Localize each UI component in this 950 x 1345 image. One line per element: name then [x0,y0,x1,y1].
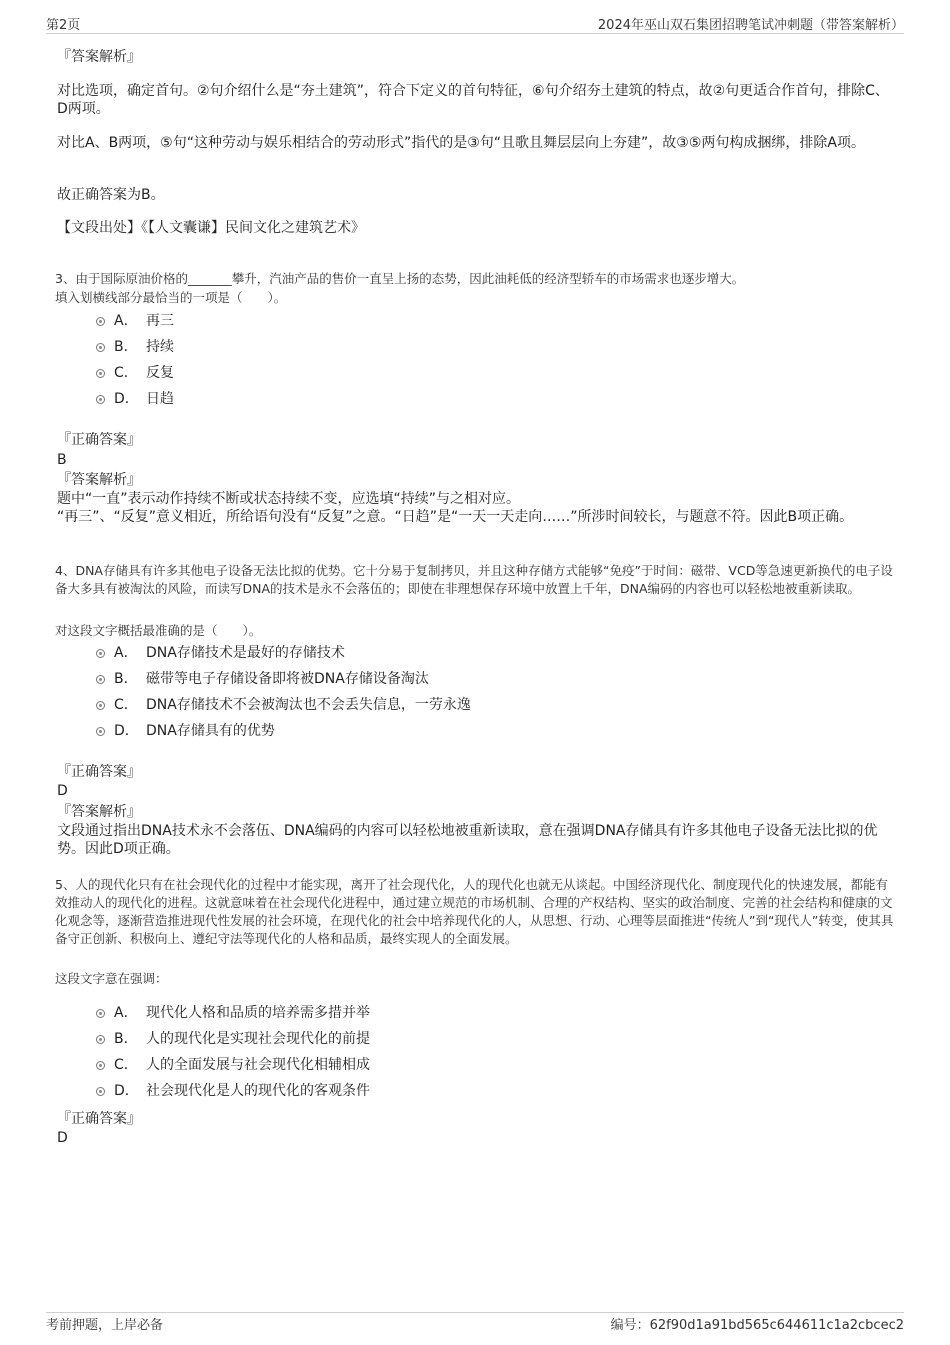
radio-icon[interactable] [96,649,105,658]
document-code: 编号：62f90d1a91bd565c644611c1a2cbcec2 [610,1318,904,1333]
q2-source: 【文段出处】《【人文囊谦】民间文化之建筑艺术》 [57,220,365,236]
footer-slogan: 考前押题，上岸必备 [46,1318,164,1333]
document-title: 2024年巫山双石集团招聘笔试冲刺题（带答案解析） [597,18,904,33]
radio-icon[interactable] [96,369,105,378]
page-footer [46,1314,904,1334]
radio-icon[interactable] [96,727,105,736]
q2-analysis-p1: 对比选项，确定首句。②句介绍什么是“夯土建筑”，符合下定义的首句特征，⑥句介绍夯土建筑的特点，故②句更适合作首句，排除C、D两项。 [57,83,889,117]
q2-analysis-label: 『答案解析』 [57,49,141,65]
q5-answer-label: 『正确答案』 [57,1111,141,1127]
radio-icon[interactable] [96,1087,105,1096]
q3-analysis-2: “再三”、“反复”意义相近，所给语句没有“反复”之意。“日趋”是“一天一天走向……”所涉时间较长，与题意不符。因此B项正确。 [57,509,854,525]
radio-icon[interactable] [96,343,105,352]
page-number: 第2页 [46,18,81,33]
q5-stem: 5、人的现代化只有在社会现代化的过程中才能实现，离开了社会现代化，人的现代化也就无从谈起。中国经济现代化、制度现代化的快速发展，都能有效推动人的现代化的进程。这就意味着在社会现代化进程中，通过建立规范的市场机制、合理的产权结构、坚实的政治制度、完善的社会结构和健康的文化观念等，逐渐营造推进现代性发展的社会环境，在现代化的社会中培养现代化的人，从思想、行动、心理等层面推进“传统人”到“现代人”转变，使其具备守正创新、积极向上、遵纪守法等现代化的人格和品质，最终实现人的全面发展。 [55,877,894,946]
q3-analysis-label: 『答案解析』 [57,472,141,488]
q2-analysis-p2: 对比A、B两项，⑤句“这种劳动与娱乐相结合的劳动形式”指代的是③句“且歌且舞层层向上夯建”，故③⑤两句构成捆绑，排除A项。 [57,135,865,151]
footer-divider [46,1312,904,1313]
q4-answer-label: 『正确答案』 [57,764,141,780]
radio-icon[interactable] [96,1061,105,1070]
q3-answer: B [57,452,67,468]
radio-icon[interactable] [96,395,105,404]
q3-analysis-1: 题中“一直”表示动作持续不断或状态持续不变，应选填“持续”与之相对应。 [57,491,521,507]
radio-icon[interactable] [96,317,105,326]
q4-instruction: 对这段文字概括最准确的是（ ）。 [55,623,262,638]
q4-analysis: 文段通过指出DNA技术永不会落伍、DNA编码的内容可以轻松地被重新读取，意在强调DNA存储具有许多其他电子设备无法比拟的优势。因此D项正确。 [57,823,878,857]
q4-answer: D [57,783,68,799]
q3-instruction: 填入划横线部分最恰当的一项是（ ）。 [55,290,287,305]
q3-stem: 3、由于国际原油价格的_______攀升，汽油产品的售价一直呈上扬的态势，因此油耗低的经济型轿车的市场需求也逐步增大。 [55,271,745,286]
q4-stem: 4、DNA存储具有许多其他电子设备无法比拟的优势。它十分易于复制拷贝，并且这种存储方式能够“免疫”于时间：磁带、VCD等急速更新换代的电子设备大多具有被淘汰的风险，而读写DNA的技术是永不会落伍的；即使在非理想保存环境中放置上千年，DNA编码的内容也可以轻松地被重新读取。 [55,563,893,596]
page-header [46,14,904,34]
header-divider [46,33,904,34]
q4-analysis-label: 『答案解析』 [57,804,141,820]
q3-answer-label: 『正确答案』 [57,432,141,448]
radio-icon[interactable] [96,1009,105,1018]
q2-analysis-p3: 故正确答案为B。 [57,187,165,203]
radio-icon[interactable] [96,1035,105,1044]
radio-icon[interactable] [96,675,105,684]
q5-answer: D [57,1130,68,1146]
radio-icon[interactable] [96,701,105,710]
q5-instruction: 这段文字意在强调： [55,971,168,986]
